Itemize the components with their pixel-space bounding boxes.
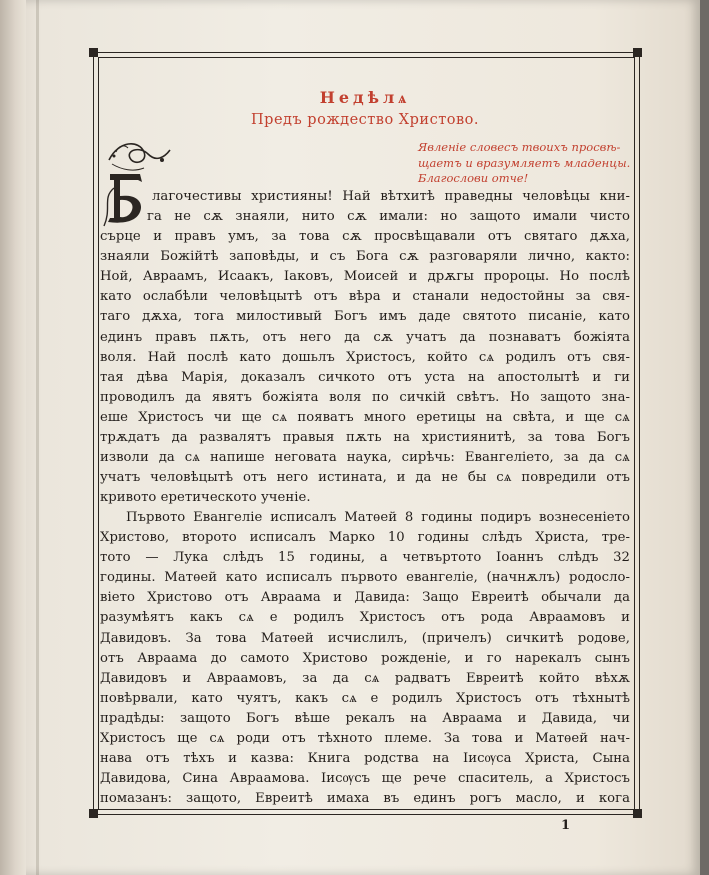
corner-ornament-top-left [89, 48, 98, 57]
book-spine [0, 0, 26, 875]
text-line: тото — Лука слѣдъ 15 годины, а четвъртото Іоаннъ слѣдъ 32 [100, 550, 630, 566]
text-line: трѫдатъ да развалятъ правыя пѫть на християнитѣ, за това Богъ [100, 429, 630, 445]
text-line: воля. Най послѣ като дошьлъ Христосъ, който сѧ родилъ отъ свя- [100, 349, 630, 365]
text-line: нава отъ тѣхъ и казва: Книга родства на Іисѹса Христа, Сына [100, 750, 630, 766]
decorative-initial [100, 168, 150, 228]
text-line: таго дѫха, тога милостивый Богъ имъ даде святото писаніе, като [100, 309, 630, 325]
text-line: Ной, Авраамъ, Исаакъ, Іаковъ, Моисей и дрѫгы пророцы. Но послѣ [100, 269, 630, 285]
text-line: га не сѫ знаяли, нито сѫ имали: но защото имали чисто [147, 209, 630, 225]
text-line: повѣрвали, като чуятъ, какъ сѧ е родилъ Христосъ отъ тѣхнытѣ [100, 690, 630, 706]
text-line: проводилъ да явятъ божіята воля по сичкій свѣтъ. Но защото зна- [100, 389, 630, 405]
text-line: Първото Евангеліе исписалъ Матѳей 8 годины подиръ вознесеніето [126, 510, 630, 526]
text-line: разумѣятъ какъ сѧ е родилъ Христосъ отъ рода Авраамовъ и [100, 610, 630, 626]
text-line: Давидовъ. За това Матѳей исчислилъ, (причелъ) сичкитѣ родове, [100, 630, 630, 646]
text-line: Христово, второто исписалъ Марко 10 годины слѣдъ Христа, тре- [100, 530, 630, 546]
epigraph-line: щаетъ и вразумляетъ младенцы. [418, 155, 631, 170]
text-line: кривото еретическото ученіе. [100, 490, 311, 505]
corner-ornament-top-right [633, 48, 642, 57]
text-line: помазанъ: защото, Евреитѣ имаха въ единъ рогъ масло, и кога [100, 791, 630, 806]
text-line: віето Христово отъ Авраама и Давида: Защо Евреитѣ обычали да [100, 590, 630, 606]
page-title: Недѣлѧ [319, 88, 411, 107]
spine-fold [36, 0, 39, 875]
text-line: лагочестивы християны! Най вѣтхитѣ праведны человѣцы кни- [152, 189, 630, 204]
text-line: учатъ человѣцытѣ отъ него истината, и да не бы сѧ повредили отъ [100, 469, 630, 485]
page-subtitle: Предъ рождество Христово. [251, 112, 479, 128]
corner-ornament-bottom-right [633, 809, 642, 818]
text-line: изволи да сѧ напише неговата наука, сирѣчь: Евангеліето, за да сѧ [100, 449, 630, 465]
text-line: сърце и правъ умъ, за това сѫ просвѣщавали отъ святаго дѫха, [100, 229, 630, 245]
text-line: прадѣды: защото Богъ вѣше рекалъ на Авраама и Давида, чи [100, 710, 630, 726]
text-line: знаяли Божійтѣ заповѣды, и съ Бога сѫ разговаряли лично, както: [100, 249, 630, 265]
text-line: еше Христосъ чи ще сѧ появатъ много еретицы на свѣта, и ще сѧ [100, 409, 630, 425]
epigraph-line: Явленіе словесъ твоихъ просвѣ- [418, 140, 621, 154]
text-line: Давидова, Сина Авраамова. Іисѹсъ ще рече спаситель, а Христосъ [100, 770, 630, 786]
epigraph-line: Благослови отче! [418, 171, 529, 185]
corner-ornament-bottom-left [89, 809, 98, 818]
text-line: Христосъ ще сѧ роди отъ тѣхното племе. За това и Матѳей нач- [100, 730, 630, 746]
text-line: отъ Авраама до самото Христово рожденіе, и го нарекалъ сынъ [100, 650, 630, 666]
text-line: годины. Матѳей като исписалъ първото евангеліе, (начнѫлъ) родосло- [100, 570, 630, 586]
text-line: единъ правъ пѫть, отъ него да сѫ учатъ да познаватъ божіята [100, 329, 630, 345]
text-line: тая дѣва Марія, доказалъ сичкото отъ уста на апостолытѣ и ги [100, 369, 630, 385]
page-number: 1 [561, 818, 571, 833]
text-line: Давидовъ и Авраамовъ, за да сѧ радватъ Евреитѣ който вѣхѫ [100, 670, 630, 686]
decorative-initial-b-icon [100, 168, 150, 228]
text-line: като ослабѣли человѣцытѣ отъ вѣра и станали недостойны за свя- [100, 289, 630, 305]
epigraph [418, 140, 633, 187]
